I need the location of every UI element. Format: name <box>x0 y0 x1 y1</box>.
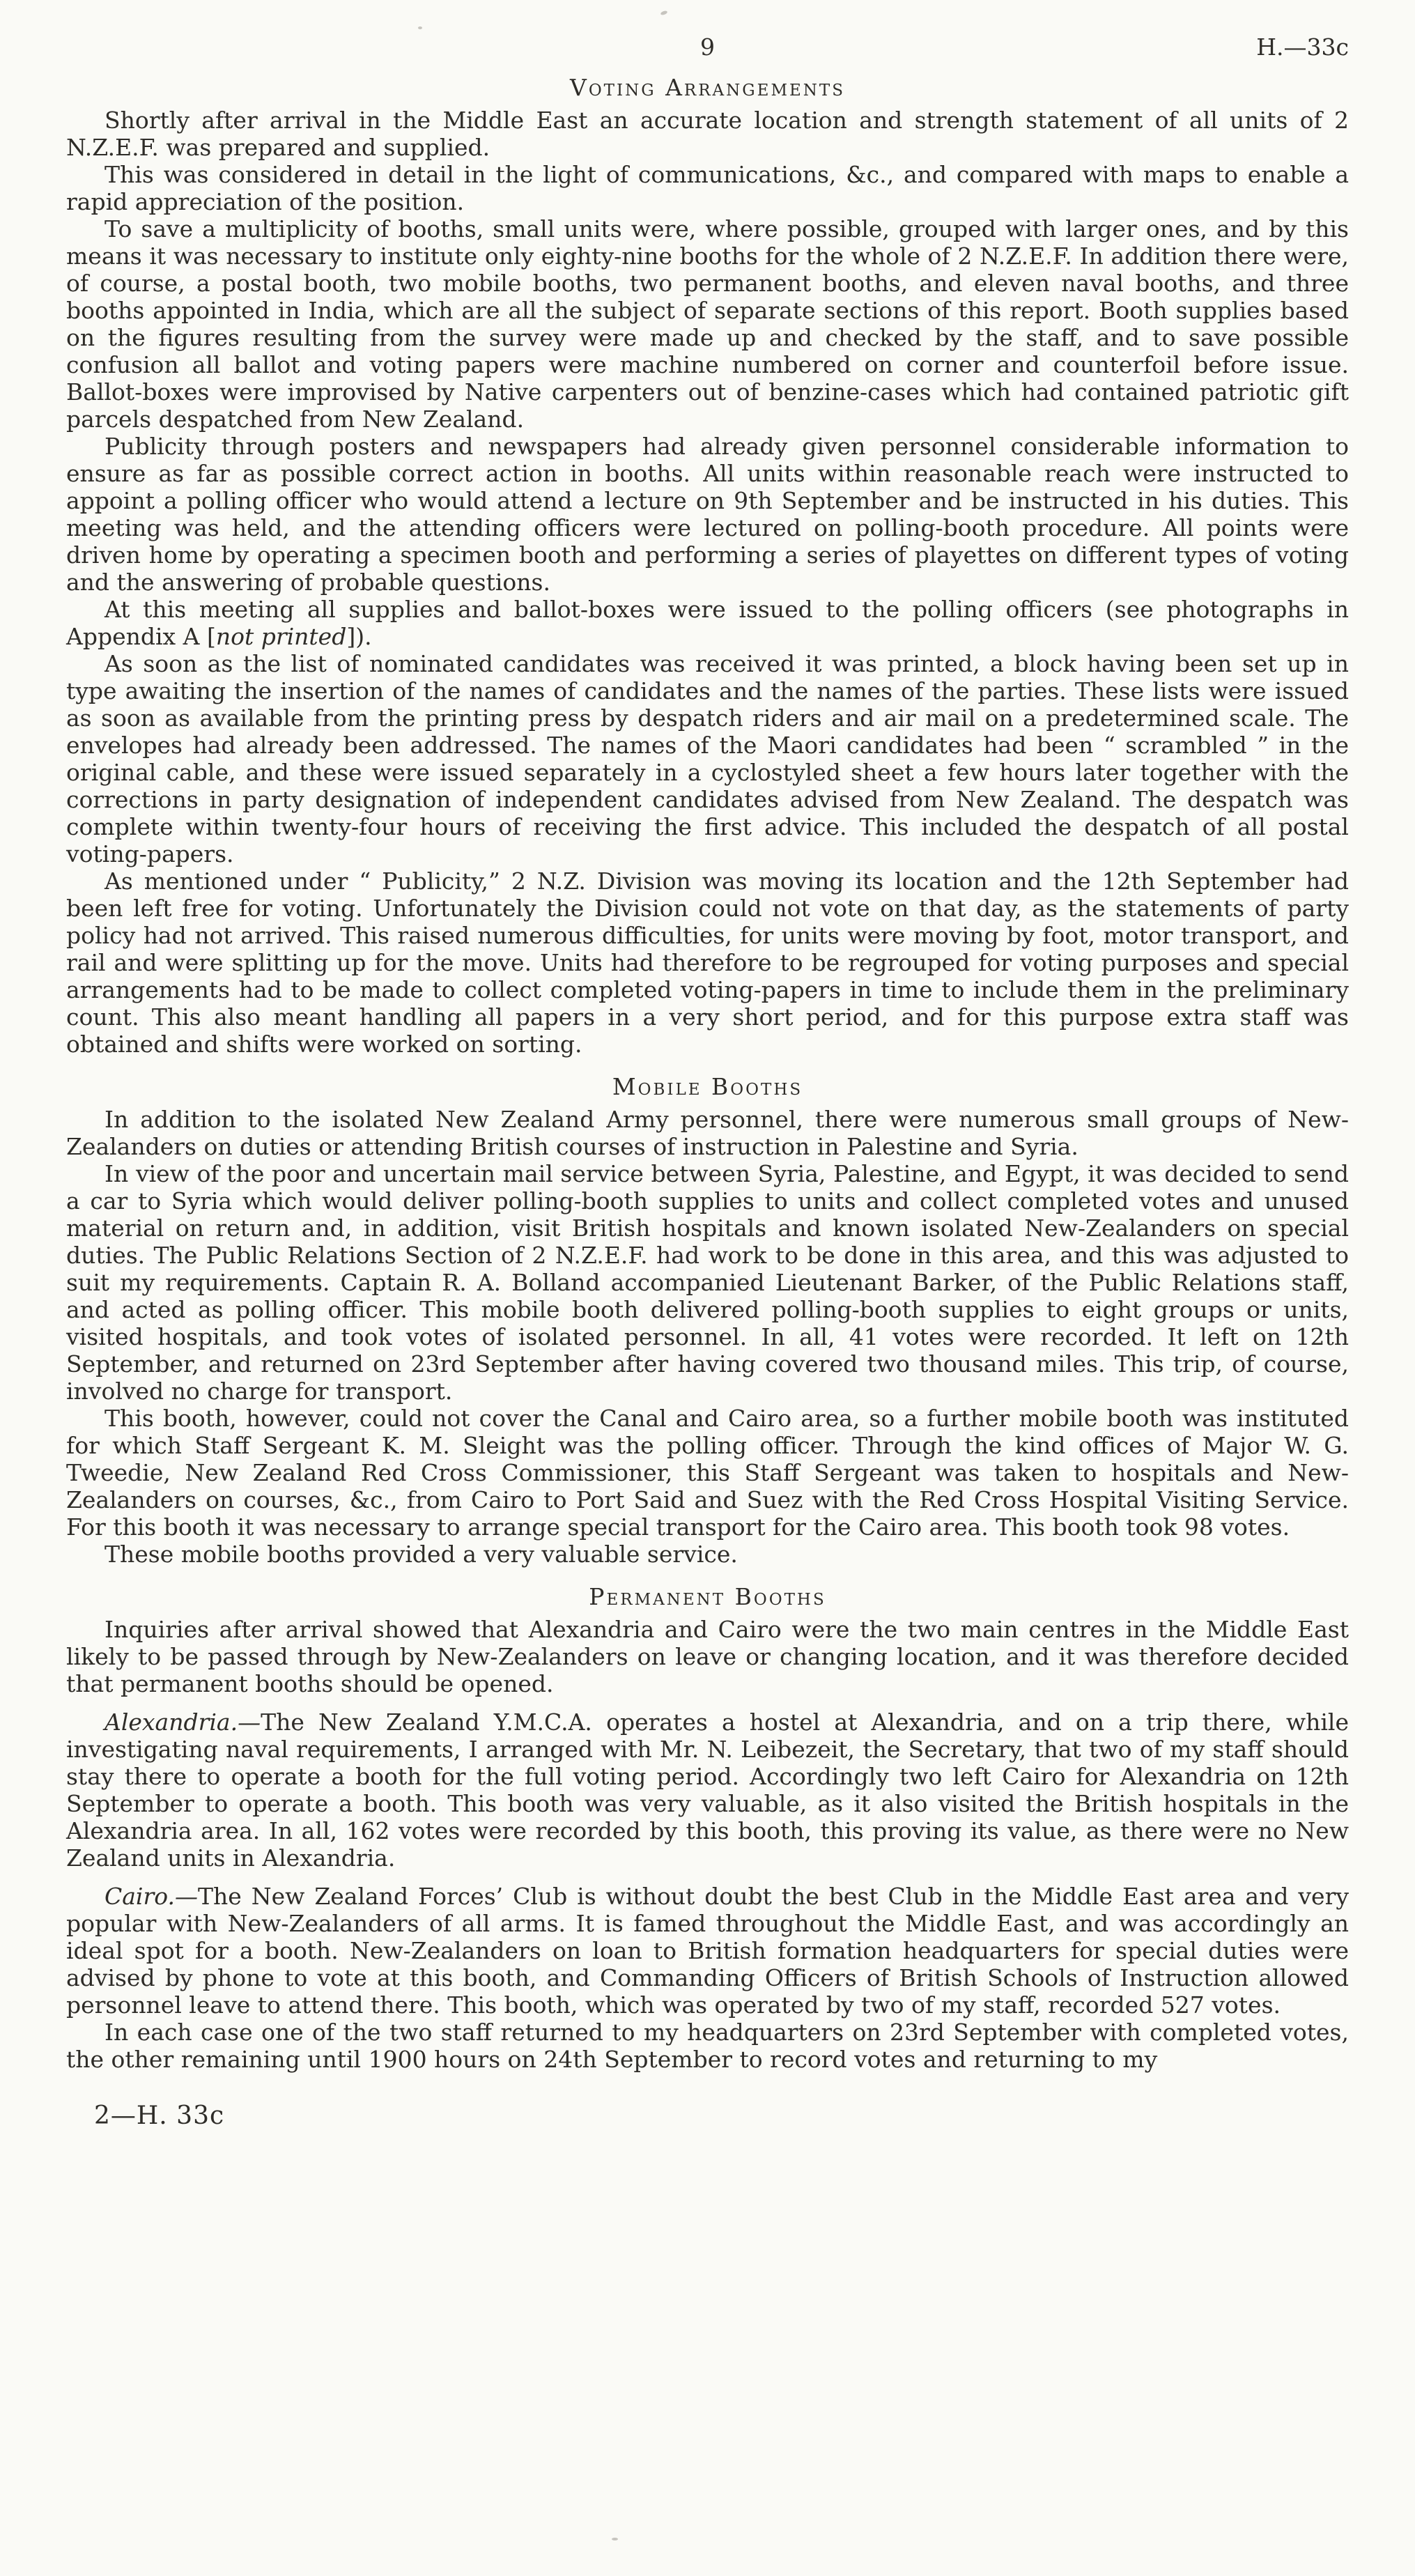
paragraph-text: The New Zealand Y.M.C.A. operates a hostel at Alexandria, and on a trip there, while investigating naval requirements, I arranged with Mr. N. Leibezeit, the Secretary, that two of my staff should stay there to operate a booth for the full voting period. Accordingly two left Cairo for Alexandria on 12th September to operate a booth. This booth was very valuable, as it also visited the British hospitals in the Alexandria area. In all, 162 votes were recorded by this booth, this proving its value, as there were no New Zealand units in Alexandria. <box>66 1709 1349 1872</box>
paragraph-alexandria <box>66 1709 1349 1872</box>
paragraph-text: ]). <box>346 623 372 650</box>
document-reference: H.—33c <box>1256 33 1349 61</box>
paragraph: In addition to the isolated New Zealand Army personnel, there were numerous small groups of New-Zealanders on duties or attending British courses of instruction in Palestine and Syria. <box>66 1106 1349 1160</box>
paragraph: To save a multiplicity of booths, small units were, where possible, grouped with larger ones, and by this means it was necessary to institute only eighty-nine booths for the whole of 2 N.Z.E.F. In addition there were, of course, a postal booth, two mobile booths, two permanent booths, and eleven naval booths, and three booths appointed in India, which are all the subject of separate sections of this report. Booth supplies based on the figures resulting from the survey were made up and checked by the staff, and to save possible confusion all ballot and voting papers were machine numbered on corner and counterfoil before issue. Ballot-boxes were improvised by Native carpenters out of benzine-cases which had contained patriotic gift parcels despatched from New Zealand. <box>66 215 1349 433</box>
paragraph-text: The New Zealand Forces’ Club is without doubt the best Club in the Middle East area and very popular with New-Zealanders of all arms. It is famed throughout the Middle East, and was accordingly an ideal spot for a booth. New-Zealanders on loan to British formation headquarters for special duties were advised by phone to vote at this booth, and Commanding Officers of British Schools of Instruction allowed personnel leave to attend there. This booth, which was operated by two of my staff, recorded 527 votes. <box>66 1883 1349 2019</box>
paragraph: As mentioned under “ Publicity,” 2 N.Z. Division was moving its location and the 12th September had been left free for voting. Unfortunately the Division could not vote on that day, as the statements of party policy had not arrived. This raised numerous difficulties, for units were moving by foot, motor transport, and rail and were splitting up for the move. Units had therefore to be regrouped for voting purposes and special arrangements had to be made to collect completed voting-papers in time to include them in the preliminary count. This also meant handling all papers in a very short period, and for this purpose extra staff was obtained and shifts were worked on sorting. <box>66 867 1349 1058</box>
paragraph: As soon as the list of nominated candidates was received it was printed, a block having been set up in type awaiting the insertion of the names of candidates and the names of the parties. These lists were issued as soon as available from the printing press by despatch riders and air mail on a predetermined scale. The envelopes had already been addressed. The names of the Maori candidates had been “ scrambled ” in the original cable, and these were issued separately in a cyclostyled sheet a few hours later together with the corrections in party designation of independent candidates advised from New Zealand. The despatch was complete within twenty-four hours of receiving the first advice. This included the despatch of all postal voting-papers. <box>66 650 1349 867</box>
paragraph <box>66 596 1349 650</box>
paragraph: Shortly after arrival in the Middle East an accurate location and strength statement of all units of 2 N.Z.E.F. was prepared and supplied. <box>66 107 1349 161</box>
paragraph: This was considered in detail in the light of communications, &c., and compared with maps to enable a rapid appreciation of the position. <box>66 161 1349 215</box>
section-heading-voting-arrangements: Voting Arrangements <box>569 74 846 101</box>
paragraph-cairo <box>66 1883 1349 2019</box>
paragraph-italic-note: not printed <box>215 623 347 650</box>
paragraph-lead: Alexandria.— <box>105 1709 261 1736</box>
paragraph-lead: Cairo.— <box>105 1883 199 1910</box>
page-header <box>66 33 1349 67</box>
paragraph-text: At this meeting all supplies and ballot-boxes were issued to the polling officers (see photographs in Appendix A [ <box>66 596 1349 650</box>
paragraph: This booth, however, could not cover the Canal and Cairo area, so a further mobile booth was instituted for which Staff Sergeant K. M. Sleight was the polling officer. Through the kind offices of Major W. G. Tweedie, New Zealand Red Cross Commissioner, this Staff Sergeant was taken to hospitals and New-Zealanders on courses, &c., from Cairo to Port Said and Suez with the Red Cross Hospital Visiting Service. For this booth it was necessary to arrange special transport for the Cairo area. This booth took 98 votes. <box>66 1405 1349 1541</box>
page-number: 9 <box>700 33 715 61</box>
page-footer-signature: 2—H. 33c <box>94 2101 225 2130</box>
scan-speck <box>418 26 422 29</box>
scan-speck <box>660 10 667 15</box>
paragraph: Inquiries after arrival showed that Alexandria and Cairo were the two main centres in the Middle East likely to be passed through by New-Zealanders on leave or changing location, and it was therefore decided that permanent booths should be opened. <box>66 1616 1349 1697</box>
paragraph: In each case one of the two staff returned to my headquarters on 23rd September with completed votes, the other remaining until 1900 hours on 24th September to record votes and returning to my <box>66 2019 1349 2073</box>
section-heading-mobile-booths: Mobile Booths <box>612 1073 803 1100</box>
paragraph: These mobile booths provided a very valuable service. <box>105 1541 738 1568</box>
scan-speck <box>612 2538 618 2540</box>
paragraph: In view of the poor and uncertain mail service between Syria, Palestine, and Egypt, it was decided to send a car to Syria which would deliver polling-booth supplies to units and collect completed votes and unused material on return and, in addition, visit British hospitals and known isolated New-Zealanders on special duties. The Public Relations Section of 2 N.Z.E.F. had work to be done in this area, and this was adjusted to suit my requirements. Captain R. A. Bolland accompanied Lieutenant Barker, of the Public Relations staff, and acted as polling officer. This mobile booth delivered polling-booth supplies to eight groups or units, visited hospitals, and took votes of isolated personnel. In all, 41 votes were recorded. It left on 12th September, and returned on 23rd September after having covered two thousand miles. This trip, of course, involved no charge for transport. <box>66 1160 1349 1405</box>
section-heading-permanent-booths: Permanent Booths <box>589 1583 826 1610</box>
paragraph: Publicity through posters and newspapers had already given personnel considerable information to ensure as far as possible correct action in booths. All units within reasonable reach were instructed to appoint a polling officer who would attend a lecture on 9th September and be instructed in his duties. This meeting was held, and the attending officers were lectured on polling-booth procedure. All points were driven home by operating a specimen booth and performing a series of playettes on different types of voting and the answering of probable questions. <box>66 433 1349 596</box>
